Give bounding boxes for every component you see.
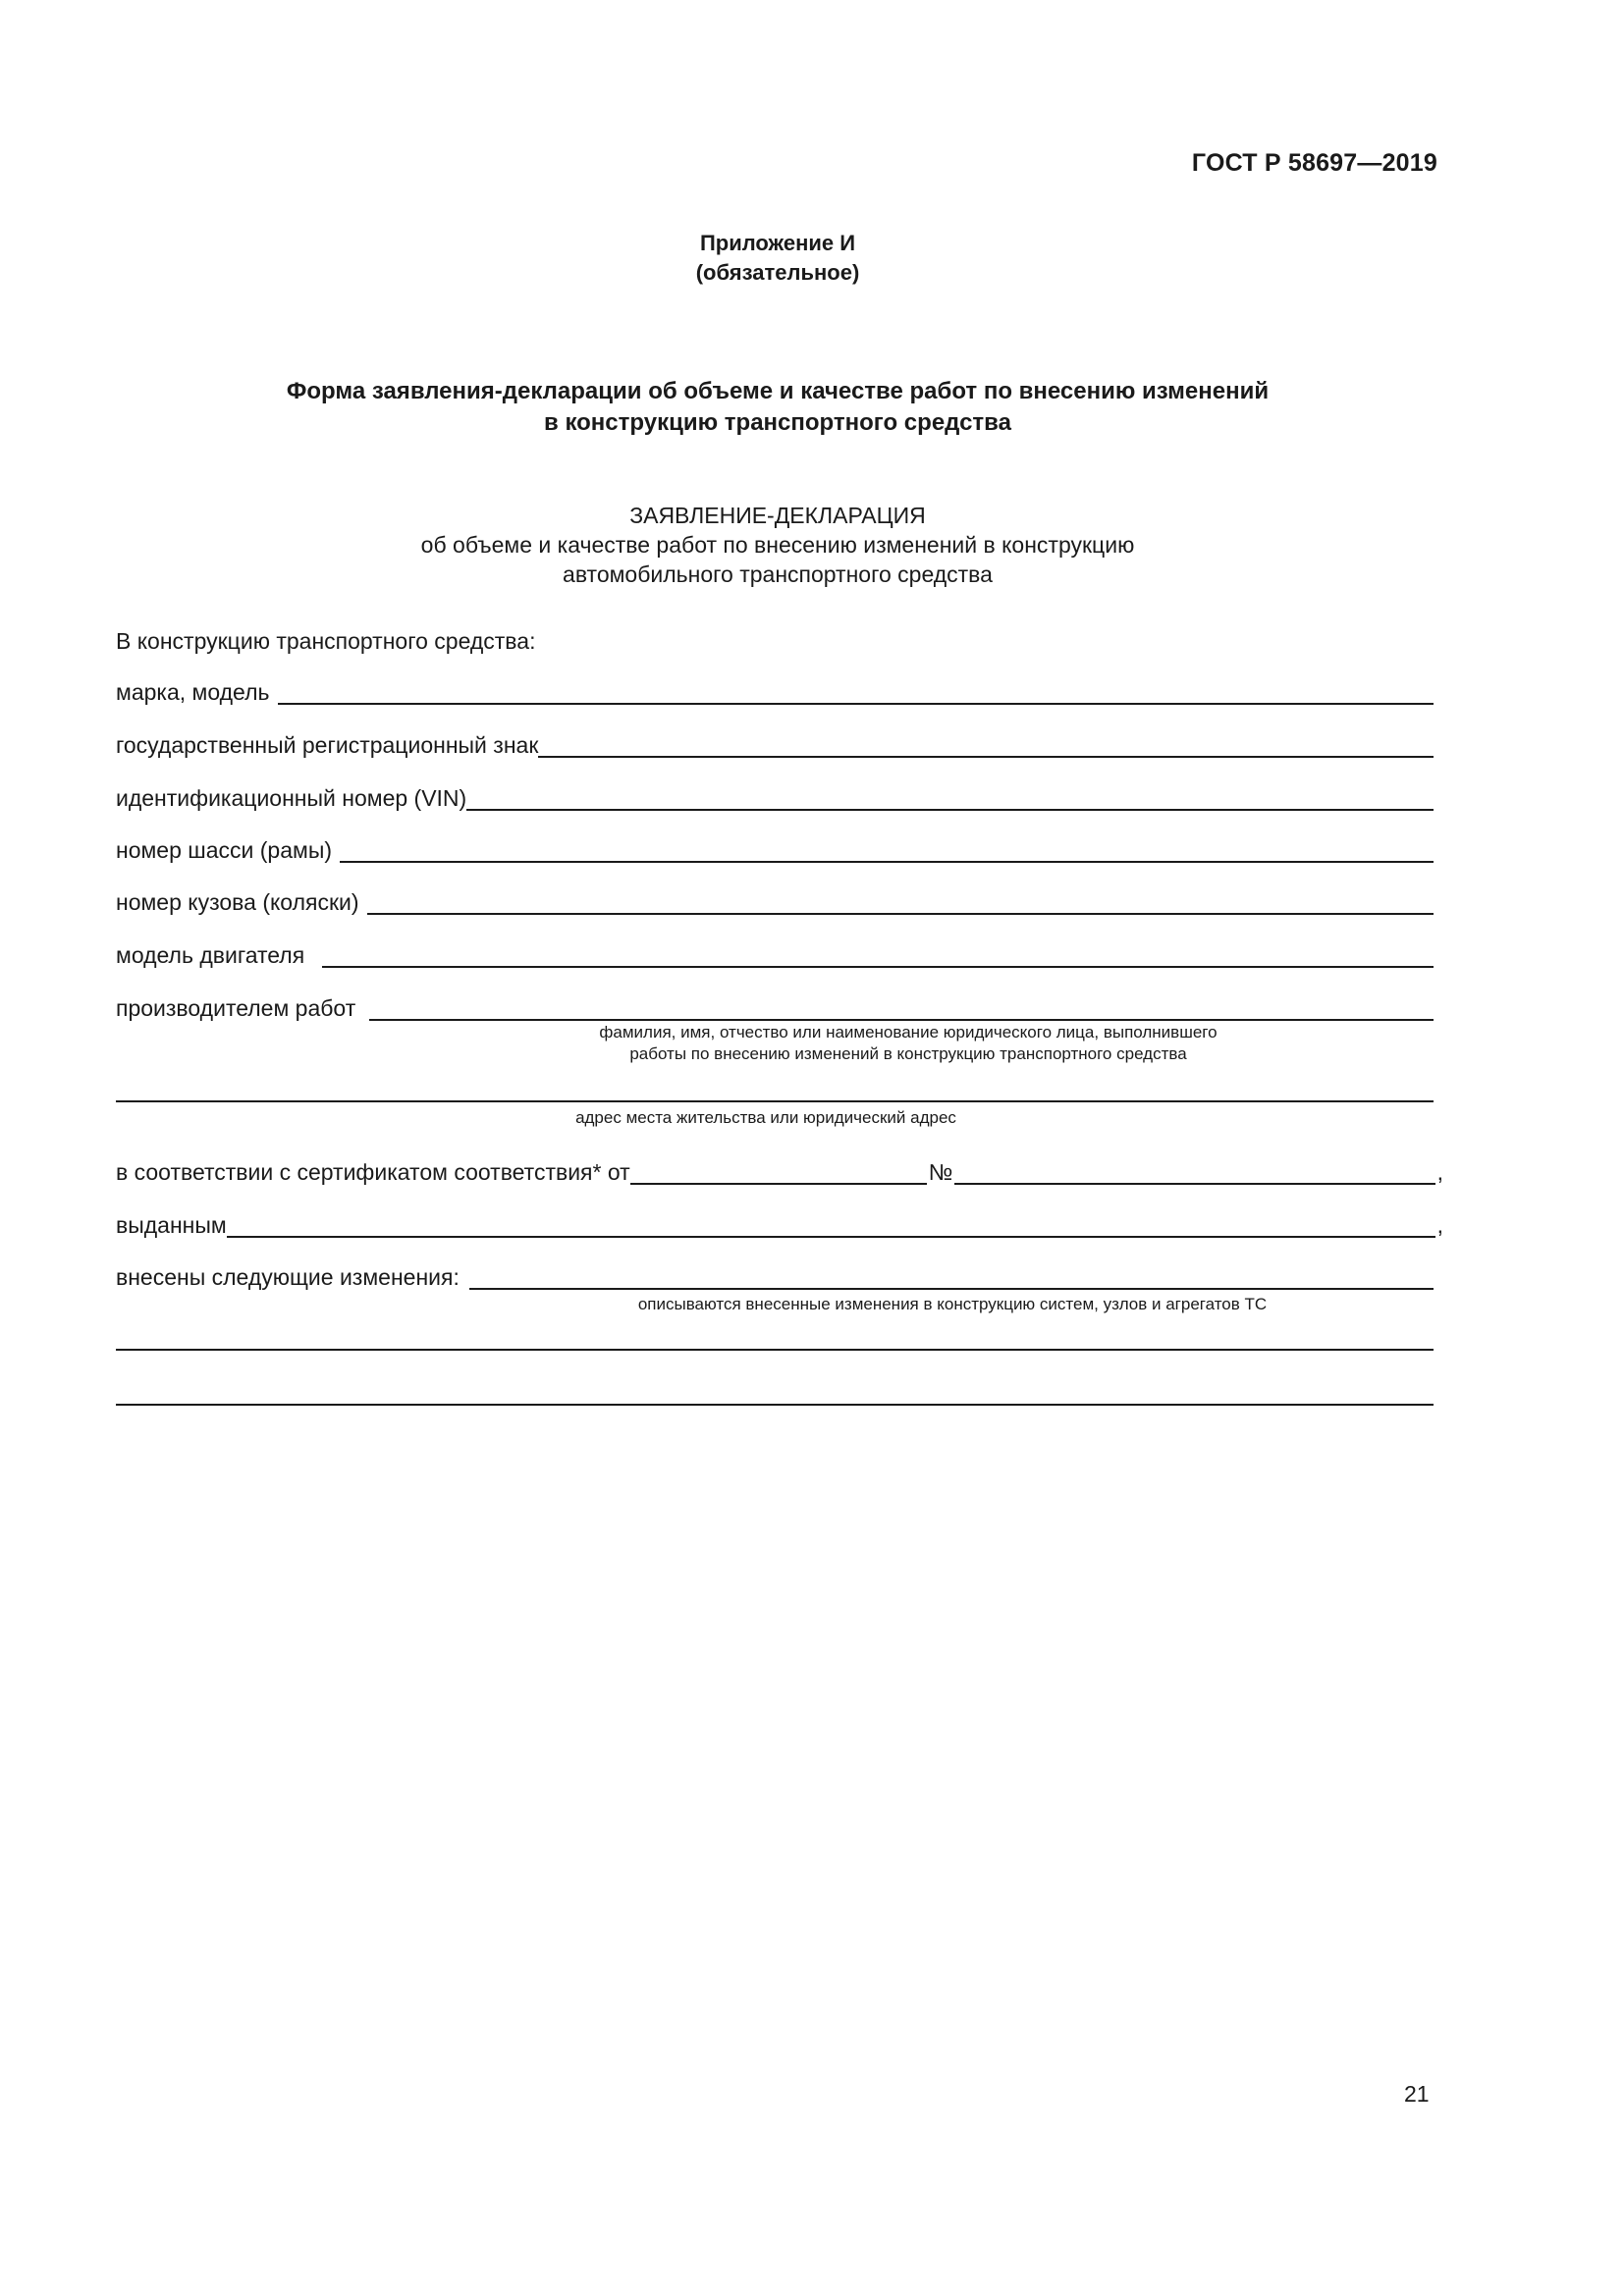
appendix-heading (0, 229, 1555, 288)
field-label: марка, модель (116, 679, 270, 705)
declaration-subtitle-line2: автомобильного транспортного средства (563, 561, 993, 587)
contractor-hint-line1: фамилия, имя, отчество или наименование юридического лица, выполнившего (599, 1023, 1218, 1041)
issued-by-input[interactable] (227, 1212, 1435, 1238)
declaration-title: ЗАЯВЛЕНИЕ-ДЕКЛАРАЦИЯ (629, 503, 926, 528)
field-engine-model (116, 936, 1434, 968)
field-label: идентификационный номер (VIN) (116, 785, 467, 811)
field-body-number (116, 883, 1434, 915)
address-hint: адрес места жительства или юридический адрес (575, 1108, 956, 1127)
form-title (0, 376, 1555, 439)
number-sign: № (928, 1159, 953, 1185)
field-issued-by (116, 1206, 1443, 1238)
form-intro: В конструкцию транспортного средства: (116, 628, 536, 654)
field-changes (116, 1258, 1434, 1290)
contractor-input[interactable] (369, 995, 1434, 1021)
form-title-line2: в конструкцию транспортного средства (544, 409, 1011, 436)
changes-hint: описываются внесенные изменения в конструкцию систем, узлов и агрегатов ТС (637, 1295, 1268, 1313)
body-number-input[interactable] (367, 889, 1434, 915)
comma: , (1436, 1212, 1443, 1238)
appendix-title: Приложение И (699, 231, 856, 255)
form-title-line1: Форма заявления-декларации об объеме и качестве работ по внесению изменений (286, 378, 1270, 404)
chassis-number-input[interactable] (340, 837, 1434, 863)
field-label: модель двигателя (116, 942, 305, 968)
field-make-model (116, 673, 1434, 705)
contractor-hint (491, 1022, 1326, 1065)
declaration-subtitle-line1: об объеме и качестве работ по внесению изменений в конструкцию (420, 532, 1135, 558)
changes-input-line3[interactable] (116, 1404, 1434, 1406)
issued-by-label: выданным (116, 1212, 227, 1238)
changes-label: внесены следующие изменения: (116, 1264, 460, 1290)
changes-input-line2[interactable] (116, 1349, 1434, 1351)
certificate-label: в соответствии с сертификатом соответствия* от (116, 1159, 630, 1185)
engine-model-input[interactable] (322, 942, 1434, 968)
field-label: государственный регистрационный знак (116, 732, 539, 758)
make-model-input[interactable] (278, 679, 1435, 705)
page-number: 21 (1404, 2081, 1430, 2107)
vin-input[interactable] (466, 785, 1434, 811)
declaration-heading (0, 501, 1555, 589)
certificate-number-input[interactable] (954, 1159, 1435, 1185)
field-chassis-number (116, 831, 1434, 863)
field-registration-plate (116, 726, 1434, 758)
field-label: номер шасси (рамы) (116, 837, 333, 863)
comma: , (1436, 1159, 1443, 1185)
field-label: производителем работ (116, 995, 356, 1021)
appendix-status: (обязательное) (695, 260, 860, 285)
field-contractor (116, 989, 1434, 1021)
standard-code: ГОСТ Р 58697—2019 (1191, 149, 1437, 177)
registration-plate-input[interactable] (538, 732, 1434, 758)
field-certificate (116, 1153, 1443, 1185)
certificate-date-input[interactable] (630, 1159, 927, 1185)
contractor-hint-line2: работы по внесению изменений в конструкцию транспортного средства (629, 1044, 1187, 1063)
field-vin (116, 779, 1434, 811)
field-label: номер кузова (коляски) (116, 889, 359, 915)
changes-input[interactable] (469, 1264, 1434, 1290)
address-input[interactable] (116, 1100, 1434, 1102)
